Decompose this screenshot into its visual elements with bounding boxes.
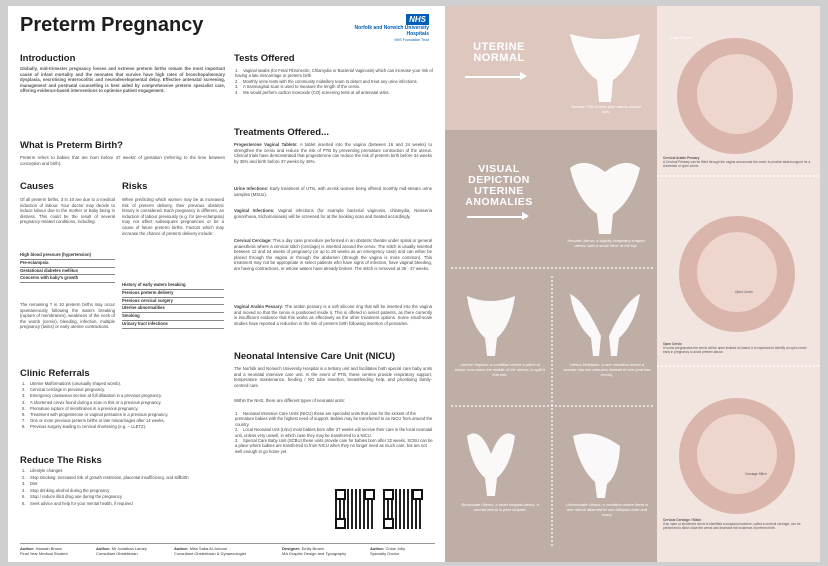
tests-heading: Tests Offered — [234, 53, 295, 64]
open-cervix-caption: Open Cervix In some pregnancies the cervix will be open instead of closed. It is important to identify an open cervix early in pregnancy to avoid preterm labour. — [663, 342, 807, 354]
clinic-heading: Clinic Referrals — [20, 368, 90, 379]
nicu-text: The Norfolk and Norwich University Hospital is a tertiary unit and facilitates both special care baby units and a neonatal intensive care unit. In the event of PTB, these centres provide respiratory support, temperature maintenance, feeding / NG tube insertion, breastfeeding help, and prioritising family-centred care. — [234, 366, 432, 388]
visual-title: VISUAL DEPICTION UTERINE ANOMALIES — [465, 163, 533, 208]
list-item: 4. Stop drinking alcohol during the pregnancy — [22, 487, 110, 493]
list-item: 4. We would perform carbon monoxide (CO) screening tests at all antenatal visits. — [235, 89, 390, 95]
risks-list — [122, 282, 224, 329]
clinic-list — [22, 381, 227, 431]
list-item: History of early waters breaking — [122, 282, 224, 290]
list-item: 7. One or more previous preterm births or late miscarriages after 14 weeks. — [22, 418, 165, 424]
arabin-label: Arabin Pessary — [670, 36, 692, 40]
list-item: 3. Emergency caesarean section at full dilatation in a previous pregnancy. — [22, 393, 162, 399]
unicornuate-caption: Unicornuate Uterus: a condition where there is one uterus attached to one fallopian tube and ovary. — [565, 502, 649, 517]
author-credit: Designer: Emily Brown MA Graphic Design and Typography — [282, 546, 347, 556]
anatomy-illustrations — [445, 6, 820, 562]
septum-caption: Uterine Septum: a condition where a piece of tissue runs down the middle of the uterus, to split it into two. — [455, 362, 545, 377]
what-heading: What is Preterm Birth? — [20, 140, 123, 151]
intro-text: Globally, mid-trimester pregnancy losses and extreme preterm births remain the most important cause of infant mortality and the neonates that survive have high rates of bronchopulmonary dysplasia, necrotising enterocolitis and neurodevelopmental delay. Effective antenatal screening, management and postnatal counselling is best aided by comprehensive preterm specialist care, offering evidence-based interventions to optimise patient engagement. — [20, 66, 225, 94]
list-item: Gestational diabetes mellitus — [20, 268, 115, 276]
treat-para: Vaginal Arabin Pessary: The arabin pessary is a soft silicone ring that will be inserted into the vagina and moved so that the cervix is positioned inside it. This is offered in select patients, as there currently is insufficient evidence that this works as effectively as the other treatment options. Some small-scale studies have reported a reduction in the risk of preterm birth following insertion of pessaries. — [234, 304, 432, 326]
arcuate-caption: Arcuate Uterus: a slightly irregularly shaped uterus, with a small 'dent' at the top. — [567, 238, 645, 248]
what-text: Preterm refers to babies that are born before 37 weeks' of gestation (referring to the time between conception and birth). — [20, 155, 225, 166]
causes-heading: Causes — [20, 181, 54, 192]
pessary-caption: Cervical Arabin Pessary A Cervical Pessary can be fitted through the vagina and around the cervix to provide added support for a shortened or open cervix. — [663, 156, 811, 168]
nicu-heading: Neonatal Intensive Care Unit (NICU) — [234, 351, 395, 362]
list-item: 2. Local Neonatal Unit (LNU) most babies born after 27 weeks will receive their care in the local neonatal unit, unless very unwell, in which case they may be transferred to a NICU. — [235, 427, 433, 438]
list-item: 1. Uterine Malformations (unusually shaped womb). — [22, 381, 122, 386]
nicu-list — [235, 411, 433, 454]
footer-divider — [20, 543, 435, 544]
qr-code[interactable] — [335, 489, 375, 529]
author-credit: Author: Chloe Jolly Specialty Doctor — [370, 546, 406, 556]
list-item: Smoking — [122, 313, 224, 321]
treat-para: Urine Infections: Early treatment of UTIs, with at-risk women being offered monthly mid-stream urine samples (MSUs). — [234, 186, 432, 197]
causes-text-2: The remaining 7 in 10 preterm births may occur spontaneously following the waters breaking (rupture of membranes), weakness of the neck of the womb (cervix), bleeding, infection, multiple pregnancy (twins) or early uterine contractions. — [20, 302, 115, 330]
author-credit: Author: Miss Saba Al-Jubouri Consultant Obstetrician & Gynaecologist — [174, 546, 246, 556]
causes-list — [20, 252, 115, 283]
author-credit: Author: Mr Jonathan Lamey Consultant Obstetrician — [96, 546, 147, 556]
right-panel — [445, 6, 820, 562]
list-item: 3. A transvaginal scan is used to measure the length of the cervix. — [235, 84, 361, 90]
left-panel — [8, 6, 445, 562]
didelphis-caption: Uterus Didelphis: a rare condition where a woman has two uteruses instead of one (and two cervix). — [563, 362, 651, 377]
pregnancy-illustrations — [677, 38, 795, 514]
list-item: 1. Neonatal Intensive Care Units (NICU) these are specialist units that care for the sickest of the premature babies with the highest need of support. Babies may be transferred to an NICU from around the country. — [235, 411, 433, 427]
list-item: 5. Premature rupture of membranes in a previous pregnancy. — [22, 405, 139, 411]
nhs-badge: NHS — [406, 14, 429, 25]
risks-heading: Risks — [122, 181, 148, 192]
list-item: Concerns with baby's growth — [20, 275, 115, 283]
list-item: Pre-eclampsia — [20, 260, 115, 268]
list-item: 5. Stop / reduce illicit drug use during the pregnancy — [22, 494, 122, 500]
uterus-normal-icon — [570, 34, 640, 102]
uterine-normal-title: UTERINE NORMAL — [473, 41, 525, 64]
treat-para: Vaginal Infections: Vaginal infections (for example bacterial vaginosis, chlamydia, Neisseria gonorrhoea, trichomoniasis) will be screened for at the booking scan and treated accordingly. — [234, 208, 432, 219]
qr-code[interactable] — [383, 489, 423, 529]
author-credit: Author: Hannah Brown Final Year Medical Student — [20, 546, 68, 556]
uterus-septum-icon — [467, 296, 515, 356]
list-item: Urinary tract infections — [122, 321, 224, 329]
nhs-sub: NHS Foundation Trust — [394, 38, 429, 42]
treat-heading: Treatments Offered... — [234, 127, 330, 138]
cerclage-label: Cerclage Stitch — [745, 472, 767, 476]
list-item: High blood pressure (hypertension) — [20, 252, 115, 260]
list-item: 6. Seek advice and help for your mental health, if required — [22, 500, 133, 506]
uterus-didelphis-icon — [570, 294, 640, 356]
uterus-bicornuate-icon — [467, 433, 515, 496]
open-cervix-label: Open Cervix — [735, 290, 753, 294]
list-item: Previous cervical surgery — [122, 298, 224, 306]
reduce-heading: Reduce The Risks — [20, 455, 102, 466]
treat-para: Cervical Cerclage: This a day case procedure performed in an obstetric theatre under spinal or general anaesthetic where a cervical stitch (cerclage) is inserted around the cervix. The stitch is usually inserted between 12 and 24 weeks of pregnancy (or up to 28 weeks as an emergency case) and can either be placed through the vagina or through the abdomen (through the vagina is more common). This treatment may not be appropriate in select patients who have signs of infection, have vaginal bleeding, are having contractions, or whose waters have already broken. The stitch is removed at 36 - 37 weeks. — [234, 238, 432, 271]
list-item: 2. Monthly urine tests with the community midwifery team to detect and treat any urine infections. — [235, 78, 418, 84]
causes-text: Of all preterm births, 3 in 10 are due to a medical induction of labour. Your doctor may decide to induce labour due to the mother or baby being in distress. This could be the result of several pregnancy-related conditions, including: — [20, 197, 115, 225]
list-item: Uterine abnormalities — [122, 305, 224, 313]
list-item: 6. Treatment with progesterone or vaginal pessaries in a previous pregnancy. — [22, 412, 169, 418]
list-item: 1. Vaginal swabs (for Fetal Fibronectin, Chlamydia or Bacterial Vaginosis) which can increase your risk of having a late miscarriage or preterm birth. — [235, 68, 433, 79]
normal-caption: Normal: This is how your uterus should look. — [571, 104, 641, 114]
intro-heading: Introduction — [20, 53, 76, 64]
uterus-arcuate-icon — [570, 163, 640, 234]
risks-text: When predicting which women may be at increased risk of preterm delivery, their previous obstetric history is considered. Each pregnancy is different, an induction of labour previously (e.g. for pre-eclampsia) may not affect subsequent pregnancies or be a cause of future preterm births. Factors which may increase the chance of preterm delivery include: — [122, 197, 224, 236]
nicu-text-2: Within the NHS, there are different types of neonatal units: — [234, 398, 345, 403]
reduce-list — [22, 468, 222, 508]
bicornuate-caption: Bicornuate Uterus: a heart shaped uterus, a normal uterus is pear shaped. — [461, 502, 539, 512]
poster — [8, 6, 820, 562]
list-item: 4. A shortened cervix found during a scan in this or a previous pregnancy. — [22, 399, 162, 405]
list-item: 1. Lifestyle changes — [22, 468, 63, 473]
tests-list — [235, 68, 433, 95]
list-item: 3. Special Care Baby Unit (SCBU) these units provide care for babies born after 32 weeks. SCBU can be a place where babies are transferred to from NICU when they no longer need as much care, but are not well enough to go home yet. — [235, 438, 433, 454]
list-item: 3. Diet — [22, 481, 38, 487]
list-item: 8. Previous surgery leading to cervical shortening (e.g. – LLETZ). — [22, 424, 147, 430]
list-item: 2. Stop smoking: increased risk of growth restriction, placental insufficiency, and stillbirth — [22, 474, 189, 480]
uterus-unicornuate-icon — [573, 434, 620, 498]
treat-para: Progesterone Vaginal Tablets: A tablet inserted into the vagina (between 16 and 24 weeks) to strengthen the cervix and reduce the risk of PTB by preventing premature contraction of the uterus. Clinical trials have demonstrated that progesterone can reduce the risk of preterm birth before 34 weeks by 35% and birth before 37 weeks by 46%. — [234, 142, 432, 164]
list-item: 2. Cervical cerclage in previous pregnancy. — [22, 387, 106, 393]
cerclage-caption: Cervical Cerclage / Stitch If an open or shortened cervix is identified a surgical procedure, called a cervical cerclage, can be performed to stitch close the cervix and decrease the incidence of preterm birth. — [663, 518, 801, 530]
nhs-org: Norfolk and Norwich University Hospitals — [354, 25, 429, 37]
list-item: Previous preterm delivery — [122, 290, 224, 298]
poster-title: Preterm Pregnancy — [20, 14, 204, 36]
nhs-logo — [353, 14, 431, 46]
